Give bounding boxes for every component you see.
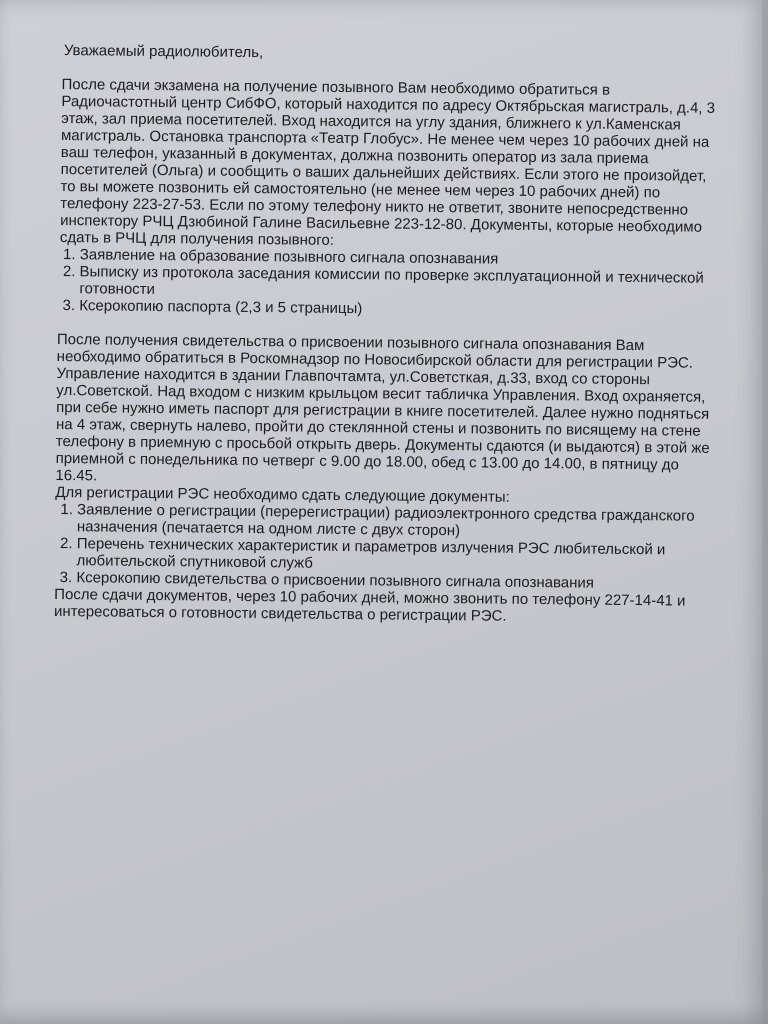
paragraph-res-docs-intro: Для регистрации РЭС необходимо сдать следующие документы: [55,483,510,506]
paragraph-roskomnadzor: После получения свидетельства о присвоении позывного сигнала опознавания Вам необходимо обратиться в Роскомнадзор по Новосибирской области для регистрации РЭС. Управление находится в здании Главпочтамта, ул.Советсткая, д.33, вход со стороны ул.Советской. Над входом с низким крыльцом весит табличка Управления. Вход охраняется, при себе нужно иметь паспорт для регистрации в книге посетителей. Далее нужно подняться на 4 этаж, свернуть налево, пройти до стеклянной стены и позвонить по висящему на стене телефону в приемную с просьбой открыть дверь. Документы сдаются (и выдаются) в этой же приемной с понедельника по четверг с 9.00 до 18.00, обед с 13.00 до 14.00, в пятницу до 16.45. [55,330,710,485]
greeting: Уважаемый радиолюбитель, [63,42,264,62]
list-item: 2. Перечень технических характеристик и параметров излучения РЭС любительской и любительской спутниковой служб [76,535,719,576]
document-body [54,42,725,627]
paragraph-rchc: После сдачи экзамена на получение позывного Вам необходимо обратиться в Радиочастотный центр СибФО, который находится по адресу Октябрьская магистраль, д.4, 3 этаж, зал приема посетителей. Вход находится на углу здания, ближнего к ул.Каменская магистраль. Остановка транспорта «Театр Глобус». Не менее чем через 10 рабочих дней на ваш телефон, указанный в документах, должна позвонить оператор из зала приема посетителей (Ольга) и сообщить о ваших дальнейших действиях. Если этого не произойдет, то вы можете позвонить ей самостоятельно (не менее чем через 10 рабочих дней) по телефону 223-27-53. Если по этому телефону никто не ответит, звоните непосредственно инспектору РЧЦ Дзюбиной Галине Васильевне 223-12-80. Документы, которые необходимо сдать в РЧЦ для получения позывного: [59,76,716,249]
list-item: 2. Выписку из протокола заседания комиссии по проверке эксплуатационной и технической готовности [79,263,722,304]
list-item: 3. Ксерокопию свидетельства о присвоении позывного сигнала опознавания [76,569,719,593]
list-item: 1. Заявление о регистрации (перерегистрации) радиоэлектронного средства гражданского назначения (печатается на одном листе с двух сторон) [77,501,720,542]
paragraph-final: После сдачи документов, через 10 рабочих дней, можно звонить по телефону 227-14-41 и интересоваться о готовности свидетельства о регистрации РЭС. [53,585,686,625]
list-item: 1. Заявление на образование позывного сигнала опознавания [80,246,723,270]
list-item: 3. Ксерокопию паспорта (2,3 и 5 страницы) [79,297,722,321]
paper-edge-shadow [762,0,768,1024]
res-documents-list [54,501,720,593]
rchc-documents-list [57,246,723,321]
